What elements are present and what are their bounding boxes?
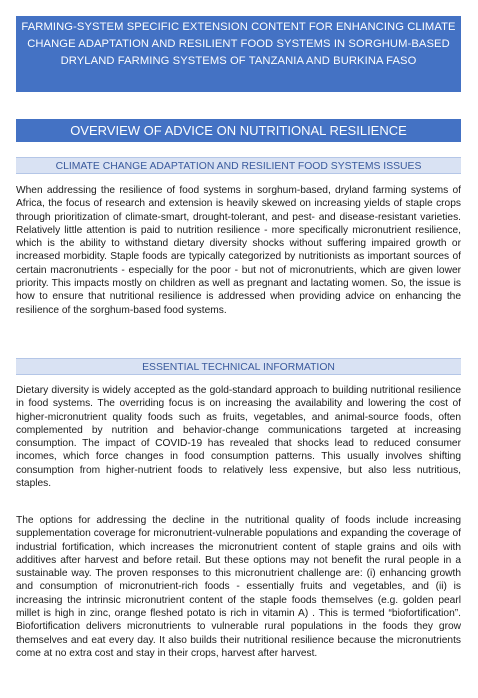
title-line-2: CHANGE ADAPTATION AND RESILIENT FOOD SYSTEMS IN SORGHUM-BASED xyxy=(27,38,450,50)
subsection-heading-technical: ESSENTIAL TECHNICAL INFORMATION xyxy=(16,358,461,375)
title-line-3: DRYLAND FARMING SYSTEMS OF TANZANIA AND BURKINA FASO xyxy=(60,55,417,67)
climate-issues-paragraph: When addressing the resilience of food systems in sorghum-based, dryland farming systems of Africa, the focus of research and extension is heavily skewed on increasing yields of staple crops through prioritization of climate-smart, drought-tolerant, and pest- and disease-resistant varieties. Relatively little attention is paid to nutrition resilience - more specifically micronutrient resilience, which is the ability to withstand dietary diversity shocks without suffering impaired growth or increased morbidity. Staple foods are typically categorized by nutritionists as important sources of certain macronutrients - especially for the poor - but not of micronutrients, which are given lower priority. This impacts mostly on children as well as pregnant and lactating women. So, the issue is how to ensure that nutritional resilience is addressed when providing advice on enhancing the resilience of the sorghum-based food systems. xyxy=(16,185,461,316)
title-line-1: FARMING-SYSTEM SPECIFIC EXTENSION CONTENT FOR ENHANCING CLIMATE xyxy=(21,21,456,33)
document-title-banner xyxy=(16,16,461,92)
section-title: OVERVIEW OF ADVICE ON NUTRITIONAL RESILIENCE xyxy=(16,119,461,142)
technical-paragraph-1: Dietary diversity is widely accepted as the gold-standard approach to building nutritional resilience in food systems. The overriding focus is on increasing the availability and lowering the cost of higher-micronutrient quality foods such as fruits, vegetables, and animal-source foods, often complemented by nutrition and behavior-change communications targeted at increasing consumption. The impact of COVID-19 has revealed that shocks lead to reduced consumer incomes, which force changes in food consumption patterns. This usually involves shifting consumption from higher-nutrient foods to relatively less expensive, but also less nutritious, staples. xyxy=(16,385,461,490)
technical-paragraph-2: The options for addressing the decline in the nutritional quality of foods include increasing supplementation coverage for micronutrient-vulnerable populations and expanding the coverage of industrial fortification, which increases the micronutrient content of staple grains and oils with additives after harvest and before retail. But these options may not benefit the rural people in a sustainable way. The proven responses to this micronutrient challenge are: (i) enhancing growth and consumption of micronutrient-rich foods - essentially fruits and vegetables, and (ii) is increasing the intrinsic micronutrient content of the staple foods themselves (e.g. golden pearl millet is high in zinc, orange fleshed potato is rich in vitamin A) . This is termed “biofortification”. Biofortification delivers micronutrients to vulnerable rural populations in the foods they grow themselves and eat every day. It also builds their nutritional resilience because the micronutrients come at no extra cost and stay in their crops, harvest after harvest. xyxy=(16,515,461,659)
subsection-heading-climate: CLIMATE CHANGE ADAPTATION AND RESILIENT FOOD SYSTEMS ISSUES xyxy=(16,157,461,174)
